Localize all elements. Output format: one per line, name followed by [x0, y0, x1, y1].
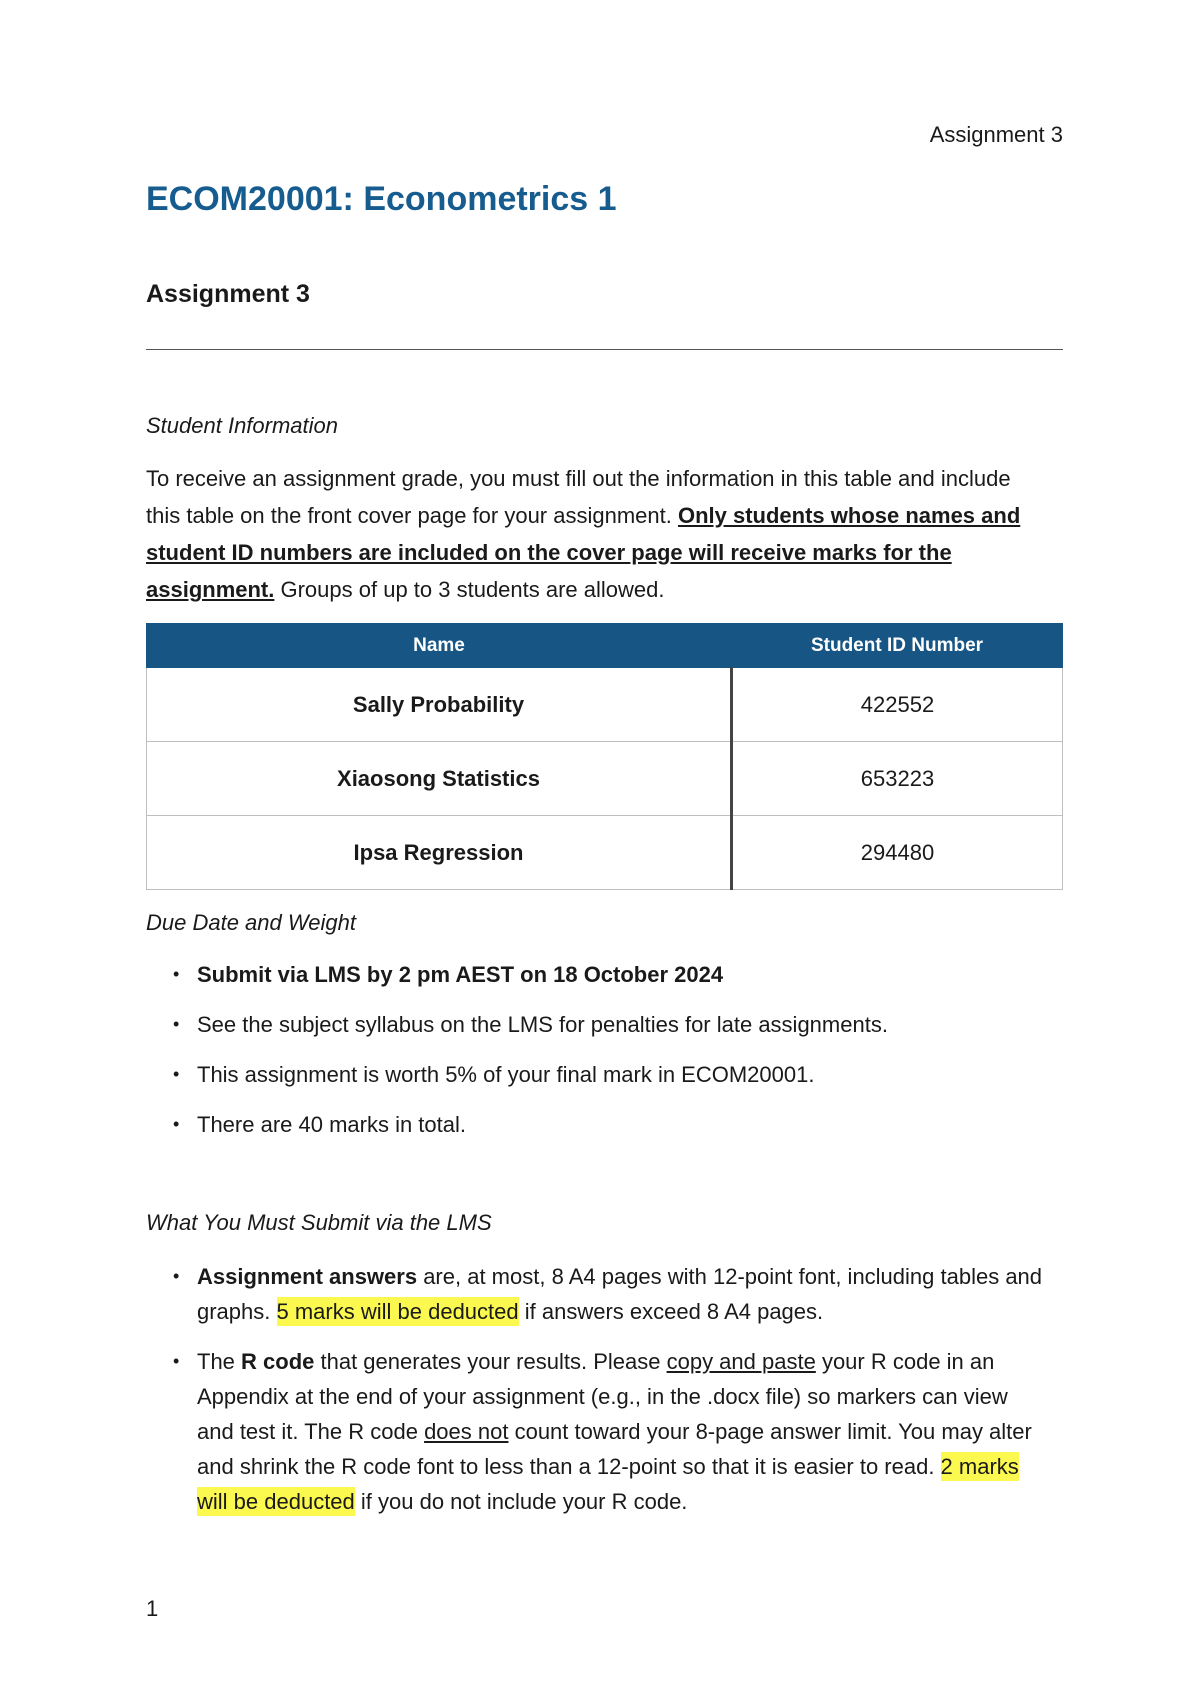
underlined-text: copy and paste [666, 1349, 816, 1374]
submit-item-text: that generates your results. Please [314, 1349, 667, 1374]
due-item-text: Submit via LMS by 2 pm AEST on 18 October 2024 [197, 962, 724, 987]
document-subtitle: Assignment 3 [146, 280, 310, 308]
column-header-id: Student ID Number [732, 624, 1063, 668]
due-item-text: See the subject syllabus on the LMS for penalties for late assignments. [197, 1012, 888, 1037]
bullet-icon: • [173, 964, 180, 984]
intro-text-end: Groups of up to 3 students are allowed. [274, 577, 665, 602]
page-number: 1 [146, 1596, 159, 1621]
student-id-cell: 422552 [732, 668, 1063, 742]
list-item [146, 957, 1063, 992]
submit-heading: What You Must Submit via the LMS [146, 1210, 492, 1235]
due-date-list [146, 957, 1063, 1142]
list-item [146, 1259, 1046, 1329]
submit-list [146, 1259, 1046, 1519]
bullet-icon: • [173, 1351, 180, 1371]
submit-item-text: count toward your 8-page answer limit. You may alter and shrink the R code font to less than a 12-point so that it is easier to read. [197, 1419, 1032, 1479]
intro-emphasis: Only students whose names and student ID numbers are included on the cover page will receive marks for the assignment. [146, 503, 1021, 602]
list-item [146, 1007, 1063, 1042]
submit-item-text: if answers exceed 8 A4 pages. [518, 1299, 824, 1324]
intro-text: To receive an assignment grade, you must fill out the information in this table and include this table on the front cover page for your assignment. [146, 466, 1011, 528]
submit-item-bold: Assignment answers [197, 1264, 418, 1289]
submit-item-bold: R code [241, 1349, 315, 1374]
due-date-heading: Due Date and Weight [146, 910, 356, 935]
student-table [146, 623, 1063, 890]
highlighted-penalty: 2 marks will be deducted [197, 1454, 1019, 1514]
submit-item-text: are, at most, 8 A4 pages with 12-point font, including tables and graphs. [197, 1264, 1043, 1324]
horizontal-divider [146, 349, 1063, 350]
submit-item-text: if you do not include your R code. [354, 1489, 688, 1514]
submit-item-text: The [197, 1349, 242, 1374]
highlighted-penalty: 5 marks will be deducted [276, 1299, 519, 1324]
bullet-icon: • [173, 1014, 180, 1034]
table-row [147, 742, 1063, 816]
student-id-cell: 294480 [732, 816, 1063, 890]
due-item-text: This assignment is worth 5% of your final mark in ECOM20001. [197, 1062, 815, 1087]
list-item [146, 1344, 1046, 1519]
list-item [146, 1107, 1063, 1142]
student-id-cell: 653223 [732, 742, 1063, 816]
underlined-text: does not [424, 1419, 509, 1444]
due-item-text: There are 40 marks in total. [197, 1112, 467, 1137]
table-row [147, 816, 1063, 890]
student-name-cell: Xiaosong Statistics [147, 742, 732, 816]
student-info-intro [146, 460, 1046, 608]
running-header: Assignment 3 [929, 122, 1063, 147]
column-header-name: Name [147, 624, 732, 668]
student-info-heading: Student Information [146, 413, 339, 438]
table-header-row [147, 624, 1063, 668]
table-row [147, 668, 1063, 742]
bullet-icon: • [173, 1114, 180, 1134]
student-name-cell: Sally Probability [147, 668, 732, 742]
document-title: ECOM20001: Econometrics 1 [146, 180, 617, 218]
list-item [146, 1057, 1063, 1092]
bullet-icon: • [173, 1064, 180, 1084]
bullet-icon: • [173, 1266, 180, 1286]
student-name-cell: Ipsa Regression [147, 816, 732, 890]
submit-item-text: your R code in an Appendix at the end of your assignment (e.g., in the .docx file) so markers can view and test it. The R code [197, 1349, 1008, 1444]
